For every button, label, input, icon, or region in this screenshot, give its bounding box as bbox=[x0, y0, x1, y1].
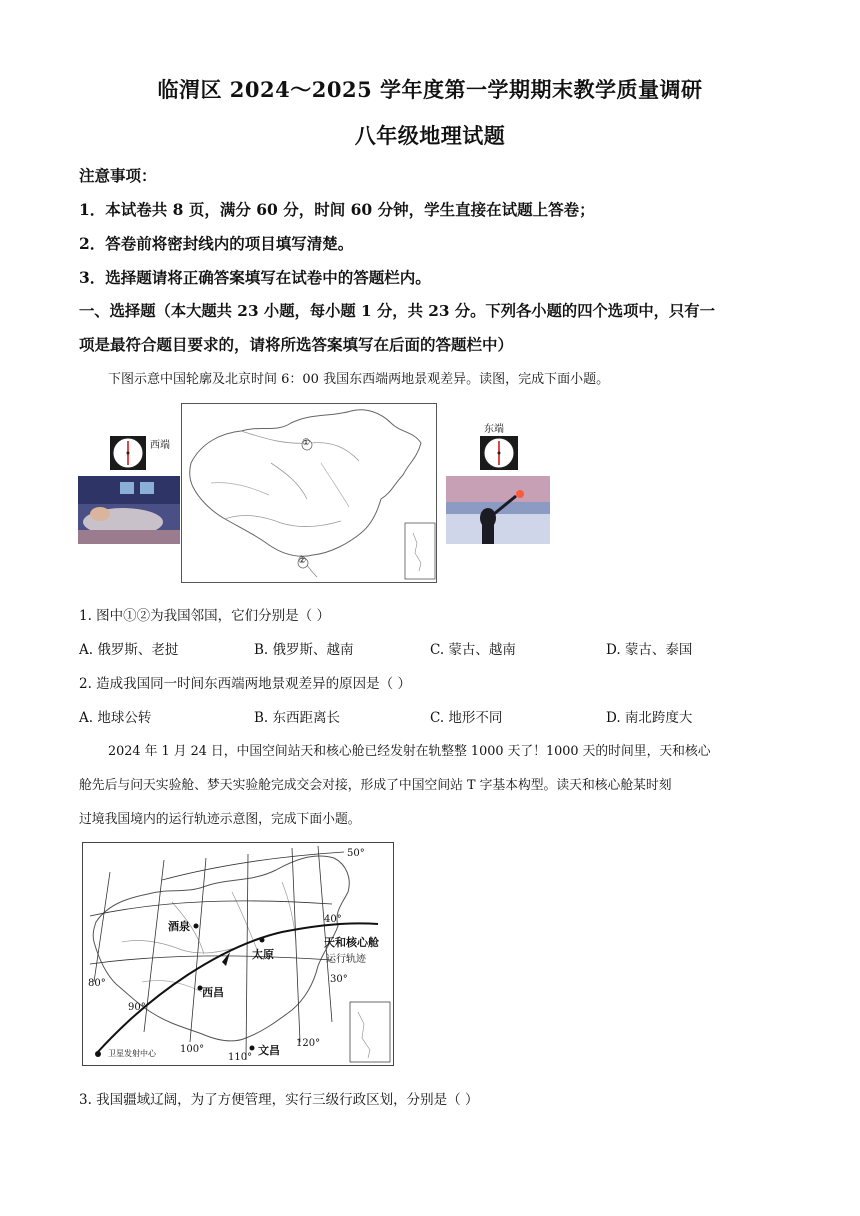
orbit-label-2: 运行轨迹 bbox=[326, 954, 366, 965]
city-wenchang: 文昌 bbox=[258, 1044, 280, 1057]
exam-subtitle: 八年级地理试题 bbox=[354, 123, 506, 148]
orbit-track-map bbox=[82, 842, 394, 1066]
legend-launch-center: 卫星发射中心 bbox=[108, 1049, 156, 1058]
label-lon-90: 90° bbox=[128, 1002, 146, 1013]
west-label: 西端 bbox=[150, 440, 170, 451]
city-jiuquan: 酒泉 bbox=[168, 920, 190, 933]
city-taiyuan: 太原 bbox=[252, 948, 274, 961]
note-item-2: 2．答卷前将密封线内的项目填写清楚。 bbox=[79, 234, 354, 253]
section-heading-line2: 项是最符合题目要求的，请将所选答案填写在后面的答题栏中） bbox=[79, 335, 514, 354]
note-item-1: 1．本试卷共 8 页，满分 60 分，时间 60 分钟，学生直接在试题上答卷； bbox=[79, 200, 595, 219]
west-scene-figure bbox=[78, 432, 180, 544]
label-lon-100: 100° bbox=[180, 1044, 205, 1055]
china-outline-map bbox=[181, 403, 437, 583]
q2-option-b: B. 东西距离长 bbox=[254, 710, 341, 726]
intro-paragraph-2-line3: 过境我国境内的运行轨迹示意图，完成下面小题。 bbox=[79, 812, 361, 827]
note-item-3: 3．选择题请将正确答案填写在试卷中的答题栏内。 bbox=[79, 268, 431, 287]
intro-paragraph-1: 下图示意中国轮廓及北京时间 6：00 我国东西端两地景观差异。读图，完成下面小题。 bbox=[108, 372, 610, 387]
question-3-stem: 3. 我国疆域辽阔，为了方便管理，实行三级行政区划，分别是（ ） bbox=[79, 1092, 479, 1108]
city-xichang: 西昌 bbox=[202, 986, 224, 999]
section-heading-line1: 一、选择题（本大题共 23 小题，每小题 1 分，共 23 分。下列各小题的四个选项中，只有一 bbox=[79, 302, 715, 320]
question-1-stem: 1. 图中①②为我国邻国，它们分别是（ ） bbox=[79, 608, 330, 624]
label-lat-50: 50° bbox=[347, 848, 365, 859]
label-lon-120: 120° bbox=[296, 1038, 321, 1049]
notes-heading: 注意事项： bbox=[79, 166, 157, 185]
q1-option-b: B. 俄罗斯、越南 bbox=[254, 642, 354, 658]
question-2-stem: 2. 造成我国同一时间东西端两地景观差异的原因是（ ） bbox=[79, 676, 411, 692]
q2-option-c: C. 地形不同 bbox=[430, 710, 503, 726]
label-lat-30: 30° bbox=[330, 974, 348, 985]
label-lat-40: 40° bbox=[324, 914, 342, 925]
q2-option-a: A. 地球公转 bbox=[79, 710, 152, 726]
q1-option-c: C. 蒙古、越南 bbox=[430, 642, 516, 658]
east-scene-figure bbox=[446, 418, 550, 544]
q1-option-a: A. 俄罗斯、老挝 bbox=[79, 642, 179, 658]
marker-1: ① bbox=[302, 438, 311, 448]
exam-title: 临渭区 2024～2025 学年度第一学期期末教学质量调研 bbox=[157, 77, 703, 102]
label-lon-110: 110° bbox=[228, 1052, 253, 1063]
q2-option-d: D. 南北跨度大 bbox=[606, 710, 693, 726]
marker-2: ② bbox=[298, 556, 307, 566]
label-lon-80: 80° bbox=[88, 978, 106, 989]
intro-paragraph-2-line2: 舱先后与问天实验舱、梦天实验舱完成交会对接，形成了中国空间站 T 字基本构型。读天和核心舱某时刻 bbox=[79, 778, 672, 793]
intro-paragraph-2-line1: 2024 年 1 月 24 日，中国空间站天和核心舱已经发射在轨整整 1000 天了！1000 天的时间里，天和核心 bbox=[108, 744, 711, 759]
orbit-label-1: 天和核心舱 bbox=[324, 936, 379, 949]
q1-option-d: D. 蒙古、泰国 bbox=[606, 642, 693, 658]
east-label: 东端 bbox=[484, 424, 504, 435]
